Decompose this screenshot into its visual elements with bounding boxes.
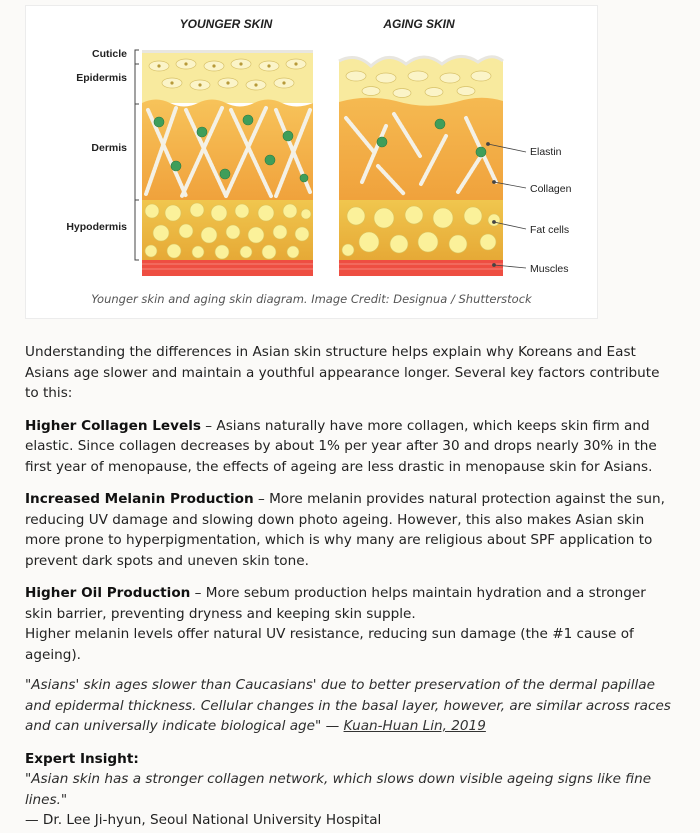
aging-skin-illustration	[339, 56, 503, 276]
expert-quote: "Asian skin has a stronger collagen network, which slows down visible ageing signs like fine lines."	[25, 771, 652, 808]
oil-paragraph	[25, 583, 673, 665]
article-body	[25, 342, 673, 833]
label-dermis: Dermis	[91, 142, 127, 154]
oil-heading: Higher Oil Production	[25, 585, 191, 601]
label-collagen: Collagen	[530, 183, 572, 195]
label-elastin: Elastin	[530, 146, 562, 158]
melanin-heading: Increased Melanin Production	[25, 491, 254, 507]
collagen-text: – Asians naturally have more collagen, which keeps skin firm and elastic. Since collagen decreases by about 1% per year after 30 and drops nearly 30% in the first year of menopause, the effects of ageing are less drastic in menopause skin for Asians.	[25, 417, 657, 475]
intro-paragraph: Understanding the differences in Asian skin structure helps explain why Koreans and East Asians age slower and maintain a youthful appearance longer. Several key factors contribute to this:	[25, 344, 660, 401]
label-hypodermis: Hypodermis	[66, 221, 127, 233]
oil-text: – More sebum production helps maintain hydration and a stronger skin barrier, preventing dryness and keeping skin supple.	[25, 585, 646, 622]
melanin-paragraph	[25, 489, 673, 571]
skin-diagram	[26, 6, 599, 320]
label-muscles: Muscles	[530, 263, 569, 275]
research-quote-text: "Asians' skin ages slower than Caucasians' due to better preservation of the dermal papillae and epidermal thickness. Cellular changes in the basal layer, however, are similar across races and can universally indicate biological age" —	[25, 677, 671, 734]
title-younger-skin: YOUNGER SKIN	[179, 17, 273, 31]
label-epidermis: Epidermis	[76, 72, 127, 84]
younger-skin-illustration	[142, 50, 313, 276]
expert-heading: Expert Insight:	[25, 750, 139, 767]
expert-insight	[25, 749, 673, 831]
collagen-paragraph	[25, 416, 673, 478]
oil-extra-text: Higher melanin levels offer natural UV resistance, reducing sun damage (the #1 cause of ageing).	[25, 626, 634, 663]
label-cuticle: Cuticle	[91, 48, 127, 60]
skin-diagram-figure	[25, 5, 598, 319]
label-fat-cells: Fat cells	[530, 224, 570, 236]
collagen-heading: Higher Collagen Levels	[25, 417, 201, 434]
figure-caption: Younger skin and aging skin diagram. Image Credit: Designua / Shutterstock	[91, 292, 532, 306]
title-aging-skin: AGING SKIN	[383, 17, 455, 31]
research-quote	[25, 675, 673, 737]
research-source-link[interactable]: Kuan-Huan Lin, 2019	[343, 718, 486, 734]
expert-attribution: — Dr. Lee Ji-hyun, Seoul National University Hospital	[25, 812, 382, 828]
melanin-text: – More melanin provides natural protection against the sun, reducing UV damage and slowing down photo ageing. However, this also makes Asian skin more prone to hyperpigmentation, which is why many are religious about SPF application to prevent dark spots and uneven skin tone.	[25, 491, 665, 569]
layer-brackets	[135, 50, 139, 260]
